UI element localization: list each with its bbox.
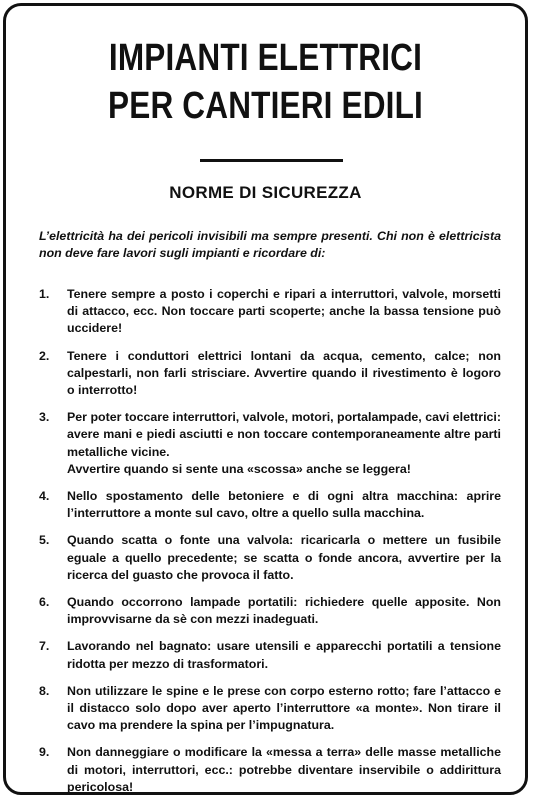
- rule-text: Tenere i conduttori elettrici lontani da acqua, cemento, calce; non calpestarli, non farli strisciare. Avvertire quando il rivestimento è logoro o interrotto!: [67, 348, 501, 398]
- rule-number: 2.: [39, 348, 50, 363]
- rule-item: [39, 348, 501, 400]
- title-line-1: IMPIANTI ELETTRICI: [108, 37, 423, 79]
- rule-text: Non danneggiare o modificare la «messa a terra» delle masse metalliche di motori, interruttori, ecc.: potrebbe diventare inservibile o addirittura pericolosa!: [67, 745, 501, 794]
- rule-text: Tenere sempre a posto i coperchi e ripari a interruttori, valvole, morsetti di attacco, ecc. Non toccare parti scoperte; anche la bassa tensione può uccidere!: [67, 287, 501, 336]
- rule-number: 1.: [39, 287, 50, 301]
- rules-list: [39, 286, 501, 806]
- rule-text: Per poter toccare interruttori, valvole, motori, portalampade, cavi elettrici: avere mani e piedi asciutti e non toccare contemporaneamente altre parti metalliche vicine.: [67, 410, 501, 459]
- rule-text: Nello spostamento delle betoniere e di ogni altra macchina: aprire l’interruttore a monte sul cavo, oltre a quello sulla macchina.: [67, 489, 501, 521]
- rule-item: [39, 286, 501, 338]
- safety-sign: [3, 3, 528, 795]
- rule-number: 5.: [39, 533, 50, 548]
- rule-item: [39, 409, 501, 478]
- rule-item: [39, 683, 501, 735]
- rule-item: [39, 532, 501, 584]
- rule-item: [39, 594, 501, 628]
- sign-subtitle: NORME DI SICUREZZA: [169, 183, 362, 202]
- rule-item: [39, 488, 501, 522]
- title-line-2: PER CANTIERI EDILI: [108, 85, 423, 127]
- rule-text: Lavorando nel bagnato: usare utensili e apparecchi portatili a tensione ridotta per mezzo di trasformatori.: [67, 639, 501, 671]
- rule-number: 8.: [39, 683, 50, 698]
- rule-number: 7.: [39, 639, 50, 654]
- rule-number: 3.: [39, 410, 50, 425]
- rule-text: Non utilizzare le spine e le prese con corpo esterno rotto; fare l’attacco e il distacco solo dopo aver aperto l’interruttore «a monte». Non tirare il cavo ma prendere la spina per l’impugnatura.: [67, 683, 501, 733]
- rule-text: Quando scatta o fonte una valvola: ricaricarla o mettere un fusibile eguale a quello precedente; se scatta o fonde ancora, avvertire per la ricerca del guasto che provoca il fatto.: [67, 533, 501, 582]
- intro-paragraph: L’elettricità ha dei pericoli invisibili ma sempre presenti. Chi non è elettricista non deve fare lavori sugli impianti e ricordare di:: [39, 229, 501, 260]
- divider-line: [200, 159, 343, 162]
- rule-number: 9.: [39, 745, 50, 760]
- rule-text-warning: Avvertire quando si sente una «scossa» anche se leggera!: [67, 461, 411, 476]
- rule-item: [39, 744, 501, 796]
- rule-item: [39, 638, 501, 672]
- rule-number: 4.: [39, 489, 50, 504]
- sign-title: [50, 34, 481, 130]
- rule-text: Quando occorrono lampade portatili: richiedere quelle apposite. Non improvvisarne da sè con mezzi inadeguati.: [67, 595, 501, 627]
- rule-number: 6.: [39, 595, 50, 610]
